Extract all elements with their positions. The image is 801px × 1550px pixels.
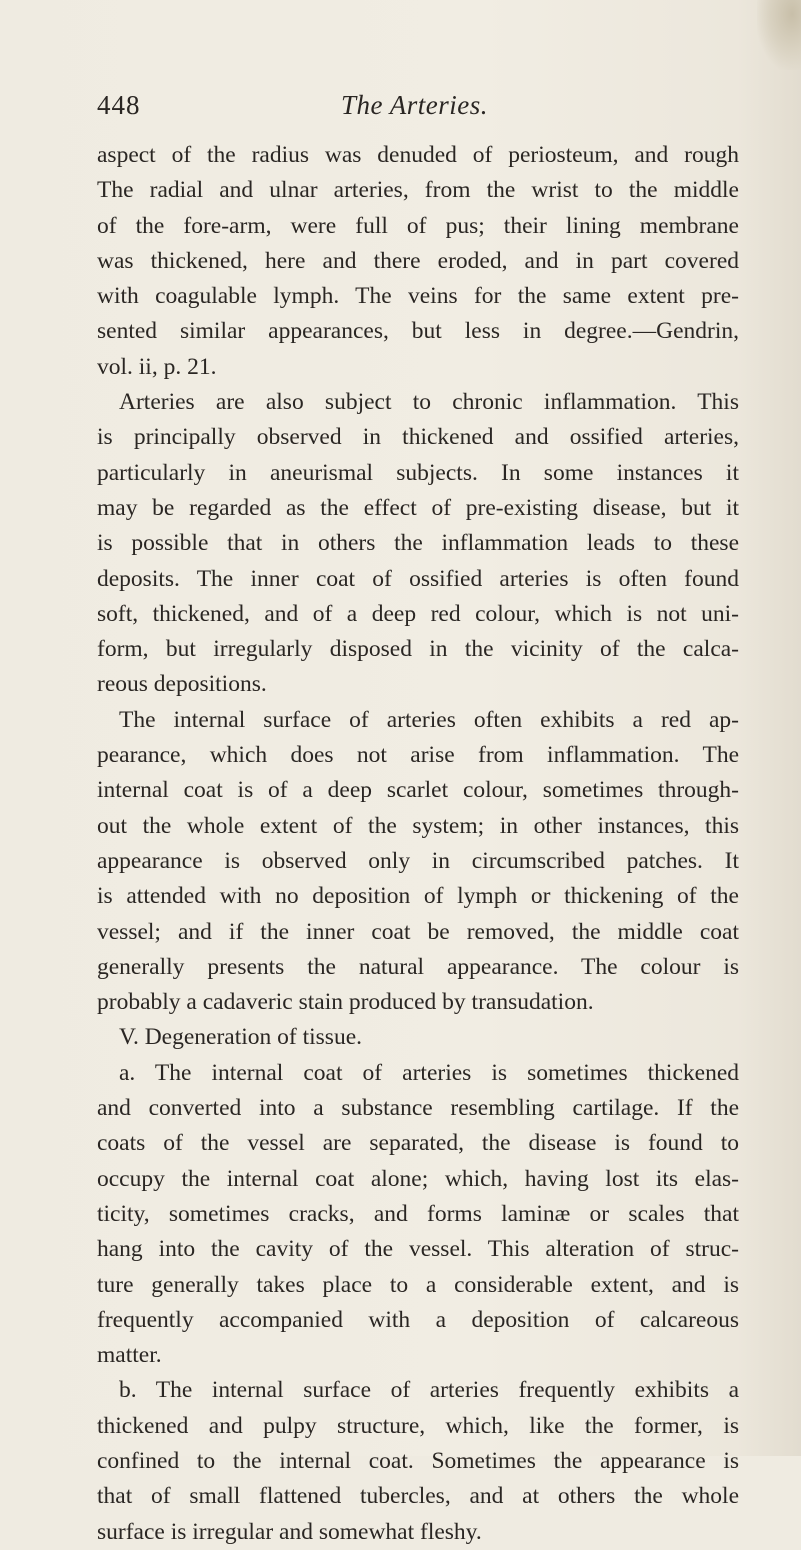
text-line: appearance is observed only in circumscribed patches. It [97, 847, 739, 874]
text-line: coats of the vessel are separated, the disease is found to [97, 1130, 739, 1157]
text-line: particularly in aneurismal subjects. In some instances it [97, 459, 739, 486]
text-line: is principally observed in thickened and ossified arteries, [97, 424, 739, 451]
text-line: may be regarded as the effect of pre-existing disease, but it [97, 494, 739, 521]
text-line: b. The internal surface of arteries frequently exhibits a [119, 1377, 739, 1404]
text-line: internal coat is of a deep scarlet colour, sometimes through- [97, 777, 739, 804]
text-line: a. The internal coat of arteries is sometimes thickened [119, 1059, 739, 1086]
text-line: is attended with no deposition of lymph or thickening of the [97, 883, 739, 910]
text-line: thickened and pulpy structure, which, like the former, is [97, 1412, 739, 1439]
page-header [97, 90, 737, 130]
running-title: The Arteries. [341, 90, 488, 120]
page-number: 448 [97, 90, 141, 120]
text-line: confined to the internal coat. Sometimes the appearance is [97, 1447, 739, 1474]
text-line: occupy the internal coat alone; which, having lost its elas- [97, 1165, 739, 1192]
text-line: aspect of the radius was denuded of periosteum, and rough [97, 142, 739, 168]
text-line: sented similar appearances, but less in degree.—Gendrin, [97, 318, 739, 345]
text-line: surface is irregular and somewhat fleshy. [97, 1518, 482, 1545]
text-line: The radial and ulnar arteries, from the wrist to the middle [97, 177, 739, 204]
text-line: The internal surface of arteries often exhibits a red ap- [119, 706, 739, 733]
text-line: vol. ii, p. 21. [97, 353, 217, 380]
text-line: frequently accompanied with a deposition of calcareous [97, 1306, 739, 1333]
text-line: is possible that in others the inflammation leads to these [97, 530, 739, 557]
text-line: form, but irregularly disposed in the vicinity of the calca- [97, 636, 739, 663]
text-line: ture generally takes place to a considerable extent, and is [97, 1271, 739, 1298]
text-line: V. Degeneration of tissue. [119, 1024, 362, 1051]
body-text [97, 138, 739, 1550]
text-line: matter. [97, 1342, 162, 1369]
text-line: soft, thickened, and of a deep red colour, which is not uni- [97, 600, 739, 627]
text-line: vessel; and if the inner coat be removed, the middle coat [97, 918, 739, 945]
text-line: generally presents the natural appearance. The colour is [97, 953, 739, 980]
text-line: of the fore-arm, were full of pus; their lining membrane [97, 212, 739, 239]
text-line: ticity, sometimes cracks, and forms laminæ or scales that [97, 1200, 739, 1227]
text-line: pearance, which does not arise from inflammation. The [97, 742, 739, 769]
text-line: and converted into a substance resembling cartilage. If the [97, 1095, 739, 1122]
page-corner-stain [757, 0, 801, 70]
text-line: hang into the cavity of the vessel. This alteration of struc- [97, 1236, 739, 1263]
text-line: was thickened, here and there eroded, and in part covered [97, 247, 739, 274]
text-line: with coagulable lymph. The veins for the same extent pre- [97, 283, 739, 310]
text-line: reous depositions. [97, 671, 267, 698]
text-line: deposits. The inner coat of ossified arteries is often found [97, 565, 739, 592]
text-line: probably a cadaveric stain produced by transudation. [97, 989, 594, 1016]
text-line: Arteries are also subject to chronic inflammation. This [119, 389, 739, 416]
text-line: that of small flattened tubercles, and at others the whole [97, 1483, 739, 1510]
text-line: out the whole extent of the system; in other instances, this [97, 812, 739, 839]
